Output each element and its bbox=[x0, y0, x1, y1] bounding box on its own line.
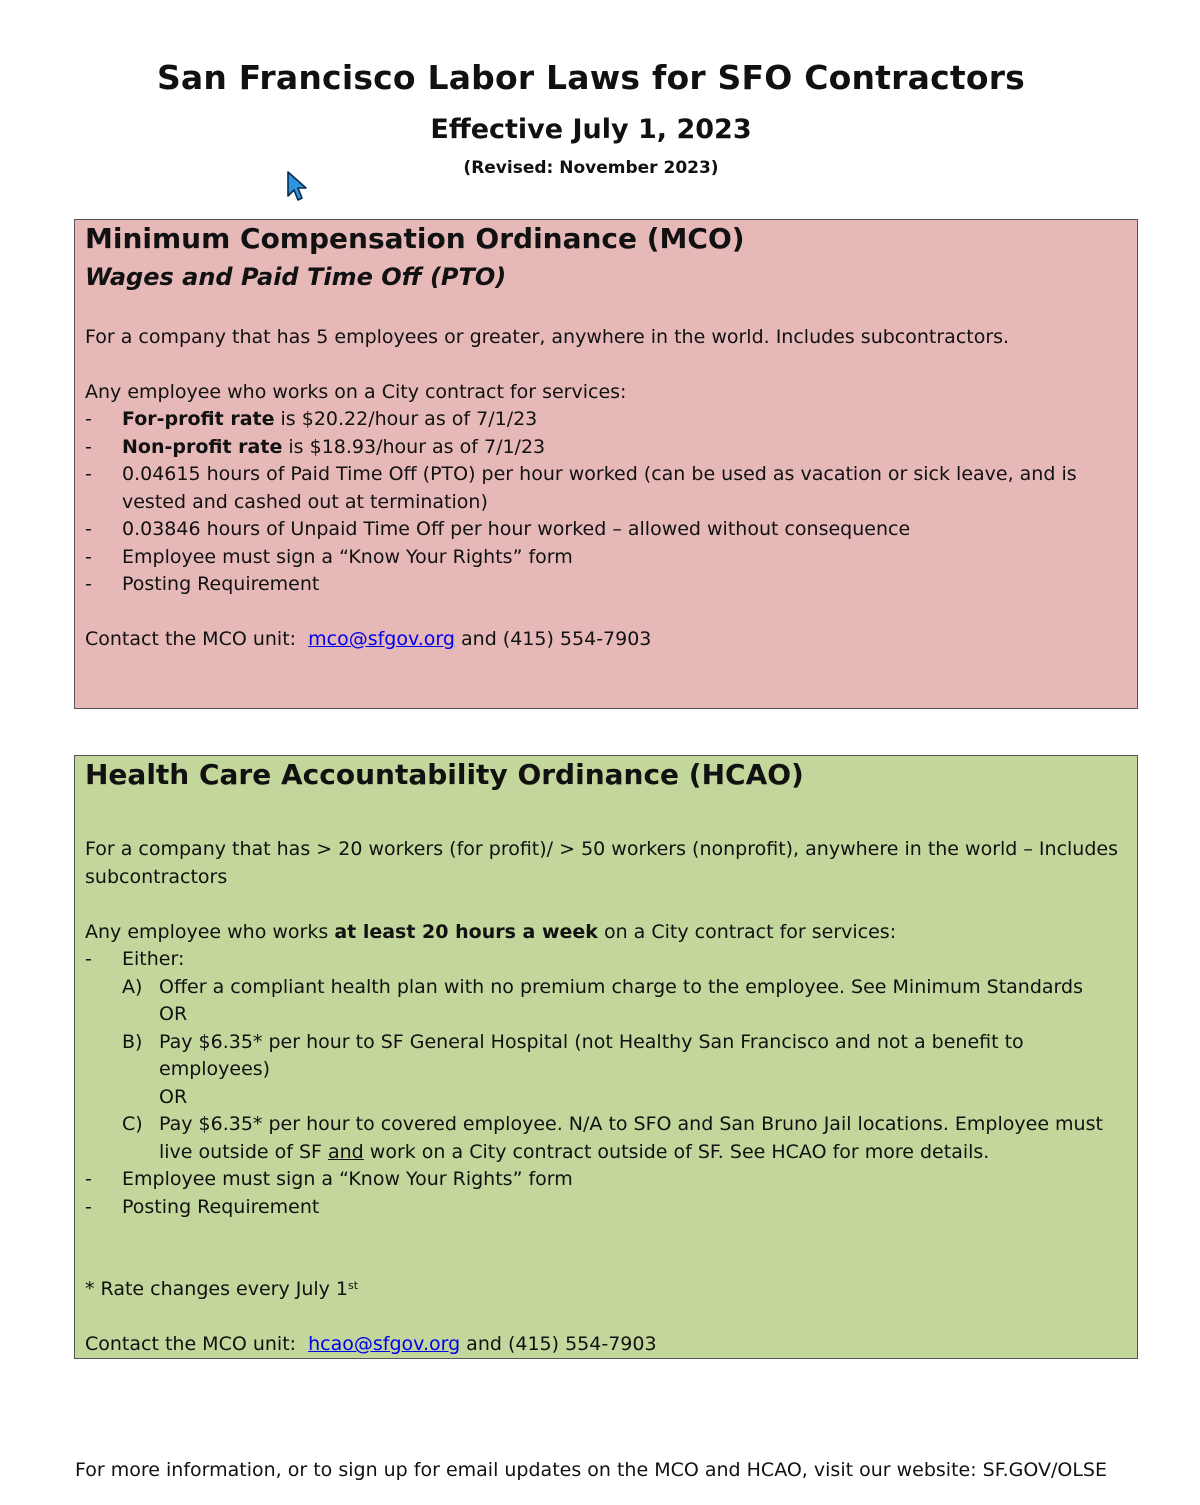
list-item: - Non-profit rate is $18.93/hour as of 7/1/23 bbox=[85, 435, 546, 458]
effective-date: Effective July 1, 2023 bbox=[430, 114, 752, 145]
footer-note: For more information, or to sign up for email updates on the MCO and HCAO, visit our website: SF.GOV/OLSE bbox=[75, 1459, 1107, 1481]
rights-text: Employee must sign a “Know Your Rights” form bbox=[122, 545, 573, 568]
nonprofit-rate: is $18.93/hour as of 7/1/23 bbox=[282, 435, 546, 458]
mco-eligibility: For a company that has 5 employees or greater, anywhere in the world. Includes subcontractors. bbox=[85, 325, 1010, 348]
option-b: B) Pay $6.35* per hour to SF General Hospital (not Healthy San Francisco and not a benefit to employees) OR bbox=[122, 1030, 1024, 1108]
hcao-email-link[interactable]: hcao@sfgov.org bbox=[308, 1333, 461, 1355]
list-item: - 0.03846 hours of Unpaid Time Off per hour worked – allowed without consequence bbox=[85, 516, 1127, 544]
list-item: - Employee must sign a “Know Your Rights” form bbox=[85, 544, 1127, 572]
mco-section bbox=[74, 219, 1138, 709]
rate-note: * Rate changes every July 1st bbox=[85, 1278, 359, 1300]
mco-title: Minimum Compensation Ordinance (MCO) bbox=[85, 222, 745, 255]
list-item: - 0.04615 hours of Paid Time Off (PTO) per hour worked (can be used as vacation or sick leave, and is vested and cashed out at termination) bbox=[85, 461, 1127, 516]
page-title: San Francisco Labor Laws for SFO Contractors bbox=[156, 58, 1026, 97]
posting-text: Posting Requirement bbox=[122, 573, 320, 595]
mouse-cursor-icon bbox=[286, 170, 308, 202]
hcao-eligibility: For a company that has > 20 workers (for profit)/ > 50 workers (nonprofit), anywhere in the world – Includes subcontractors bbox=[85, 838, 1118, 888]
pto-text: 0.04615 hours of Paid Time Off (PTO) per hour worked (can be used as vacation or sick leave, and is vested and cashed out at termination) bbox=[122, 463, 1077, 513]
hcao-intro: Any employee who works at least 20 hours a week on a City contract for services: bbox=[85, 920, 897, 943]
mco-email-link[interactable]: mco@sfgov.org bbox=[308, 628, 455, 650]
forprofit-label: For-profit rate bbox=[122, 408, 275, 430]
list-item: - Posting Requirement bbox=[85, 571, 1127, 599]
mco-subtitle: Wages and Paid Time Off (PTO) bbox=[85, 263, 507, 291]
rights-text: Employee must sign a “Know Your Rights” form bbox=[122, 1168, 573, 1190]
list-item: - Employee must sign a “Know Your Rights” form bbox=[85, 1166, 1127, 1194]
forprofit-rate: is $20.22/hour as of 7/1/23 bbox=[274, 408, 538, 430]
hcao-contact: Contact the MCO unit: hcao@sfgov.org and (415) 554-7903 bbox=[85, 1333, 657, 1355]
list-item: - Either: bbox=[85, 946, 1127, 974]
revised-date: (Revised: November 2023) bbox=[463, 158, 719, 178]
hcao-title: Health Care Accountability Ordinance (HCAO) bbox=[85, 758, 804, 791]
mco-intro: Any employee who works on a City contract for services: bbox=[85, 380, 627, 403]
hcao-section bbox=[74, 755, 1138, 1359]
option-c: C) Pay $6.35* per hour to covered employee. N/A to SFO and San Bruno Jail locations. Employee must live outside of SF and work on a City contract outside of SF. See HCAO for more details. bbox=[122, 1113, 1103, 1163]
either-text: Either: bbox=[122, 948, 185, 970]
list-item: - Posting Requirement bbox=[85, 1194, 1127, 1222]
unpaid-text: 0.03846 hours of Unpaid Time Off per hour worked – allowed without consequence bbox=[122, 518, 911, 540]
posting-text: Posting Requirement bbox=[122, 1195, 320, 1218]
list-item: - For-profit rate is $20.22/hour as of 7/1/23 bbox=[85, 408, 538, 430]
mco-contact: Contact the MCO unit: mco@sfgov.org and (415) 554-7903 bbox=[85, 628, 652, 650]
nonprofit-label: Non-profit rate bbox=[122, 435, 283, 458]
option-a: A) Offer a compliant health plan with no premium charge to the employee. See Minimum Standards OR bbox=[122, 975, 1083, 1025]
